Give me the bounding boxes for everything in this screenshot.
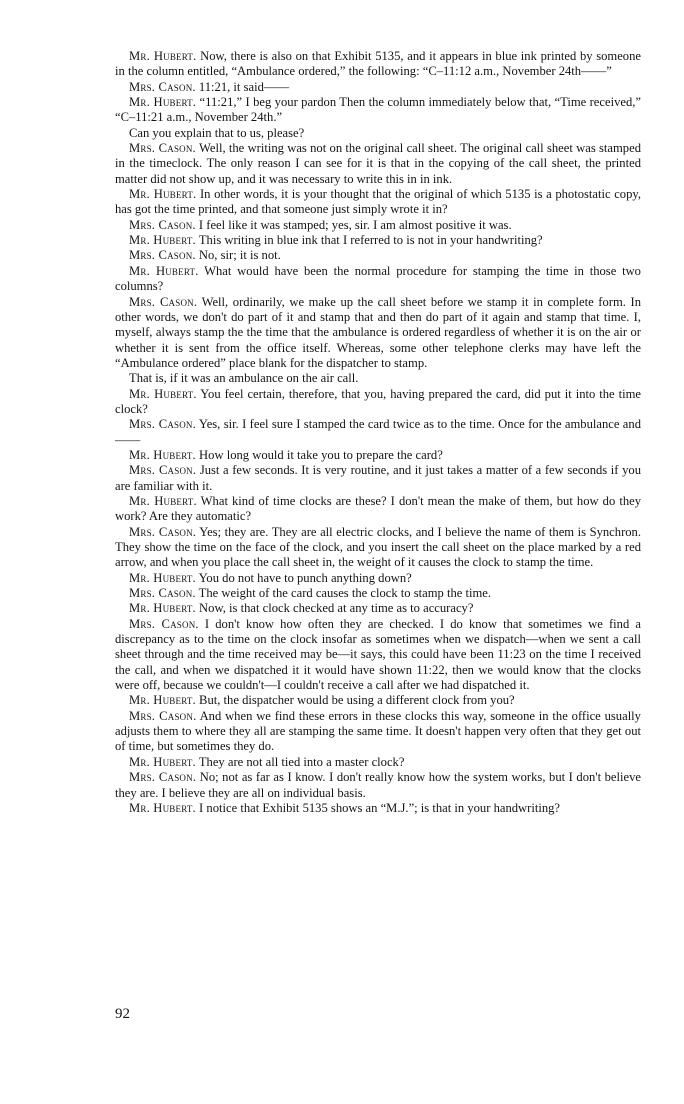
transcript-paragraph xyxy=(115,387,641,418)
paragraph-text: Well, the writing was not on the original call sheet. The original call sheet was stamped in the timeclock. The only reason I can see for it is that in the copying of the call sheet, the printed matter did not show up, and it was necessary to write this in in ink. xyxy=(115,141,641,186)
transcript-paragraph xyxy=(115,801,641,816)
transcript-paragraph xyxy=(115,693,641,708)
transcript-paragraph xyxy=(115,601,641,616)
speaker-name: Mr. Hubert. xyxy=(129,233,196,248)
transcript-paragraph xyxy=(115,463,641,494)
transcript-paragraph xyxy=(115,95,641,126)
paragraph-text: But, the dispatcher would be using a different clock from you? xyxy=(195,693,515,708)
transcript-page xyxy=(115,49,641,816)
speaker-name: Mrs. Cason. xyxy=(129,417,196,432)
speaker-name: Mr. Hubert. xyxy=(129,493,197,508)
transcript-paragraph xyxy=(115,755,641,770)
paragraph-text: Can you explain that to us, please? xyxy=(129,125,305,140)
speaker-name: Mr. Hubert. xyxy=(129,263,199,278)
speaker-name: Mrs. Cason. xyxy=(129,79,196,94)
speaker-name: Mrs. Cason. xyxy=(129,141,196,156)
transcript-paragraph xyxy=(115,448,641,463)
paragraph-text: What would have been the normal procedure for stamping the time in those two columns? xyxy=(115,263,641,294)
paragraph-text: Well, ordinarily, we make up the call sheet before we stamp it in complete form. In other words, we don't do part of it and stamp that and then do part of it again and stamp that time. I, myself, always stamp the the time that the ambulance is ordered regardless of whether it is on the air or whether it is sent from the office itself. Whereas, some other telephone clerks may have left the “Ambulance ordered” place blank for the dispatcher to stamp. xyxy=(115,294,641,370)
transcript-paragraph xyxy=(115,571,641,586)
speaker-name: Mrs. Cason. xyxy=(129,294,198,309)
speaker-name: Mrs. Cason. xyxy=(129,616,199,631)
paragraph-text: Now, there is also on that Exhibit 5135, and it appears in blue ink printed by someone in the column entitled, “Ambulance ordered,” the following: “C–11:12 a.m., November 24th——” xyxy=(115,49,641,79)
transcript-paragraph xyxy=(115,264,641,295)
speaker-name: Mrs. Cason. xyxy=(129,217,196,232)
transcript-paragraph xyxy=(115,141,641,187)
speaker-name: Mr. Hubert. xyxy=(129,601,196,616)
paragraph-text: They are not all tied into a master clock? xyxy=(195,754,405,769)
speaker-name: Mr. Hubert. xyxy=(129,570,196,585)
paragraph-text: And when we find these errors in these clocks this way, someone in the office usually adjusts them to where they all are stamping the same time. It doesn't happen very often that they get out of time, but sometimes they do. xyxy=(115,708,641,754)
transcript-paragraph xyxy=(115,617,641,694)
speaker-name: Mr. Hubert. xyxy=(129,754,196,769)
paragraph-text: “11:21,” I beg your pardon Then the column immediately below that, “Time received,” “C–11:21 a.m., November 24th.” xyxy=(115,95,641,125)
paragraph-text: Now, is that clock checked at any time as to accuracy? xyxy=(195,601,474,616)
transcript-paragraph xyxy=(115,770,641,801)
paragraph-text: Yes, sir. I feel sure I stamped the card twice as to the time. Once for the ambulance and—— xyxy=(115,417,641,447)
speaker-name: Mrs. Cason. xyxy=(129,524,197,539)
paragraph-text: That is, if it was an ambulance on the air call. xyxy=(129,371,359,386)
paragraph-text: This writing in blue ink that I referred to is not in your handwriting? xyxy=(195,233,543,248)
paragraph-text: Yes; they are. They are all electric clocks, and I believe the name of them is Synchron. They show the time on the face of the clock, and you insert the call sheet on the place marked by a red arrow, and when you place the call sheet in, the weight of it causes the clock to stamp the time. xyxy=(115,524,642,570)
transcript-paragraph xyxy=(115,295,641,372)
speaker-name: Mr. Hubert. xyxy=(129,95,197,110)
speaker-name: Mr. Hubert. xyxy=(129,800,196,815)
paragraph-text: Just a few seconds. It is very routine, and it just takes a matter of a few seconds if you are familiar with it. xyxy=(115,463,641,493)
speaker-name: Mr. Hubert. xyxy=(129,187,197,202)
page-number: 92 xyxy=(115,1006,130,1022)
transcript-paragraph xyxy=(115,80,641,95)
speaker-name: Mr. Hubert. xyxy=(129,693,196,708)
paragraph-text: In other words, it is your thought that the original of which 5135 is a photostatic copy, has got the time printed, and that someone just simply wrote it in? xyxy=(115,187,642,217)
paragraph-text: No, sir; it is not. xyxy=(195,248,281,263)
transcript-paragraph xyxy=(115,233,641,248)
paragraph-text: You do not have to punch anything down? xyxy=(195,570,412,585)
paragraph-text: The weight of the card causes the clock to stamp the time. xyxy=(195,586,492,601)
paragraph-text: 11:21, it said—— xyxy=(195,79,290,94)
transcript-paragraph xyxy=(115,525,641,571)
transcript-paragraph xyxy=(115,126,641,141)
paragraph-text: You feel certain, therefore, that you, having prepared the card, did put it into the time clock? xyxy=(115,386,641,416)
transcript-paragraph xyxy=(115,709,641,755)
paragraph-text: I don't know how often they are checked. I do know that sometimes we find a discrepancy as to the time on the clock insofar as sometimes when we dispatch—when we sent a call sheet through and the time received may be—it says, this could have been 11:23 on the time I received the call, and when we dispatched it it would have shown 11:22, then we would know that the clocks were off, because we couldn't—I couldn't receive a call after we had dispatched it. xyxy=(115,616,641,693)
speaker-name: Mrs. Cason. xyxy=(129,463,197,478)
speaker-name: Mr. Hubert. xyxy=(129,447,196,462)
transcript-paragraph xyxy=(115,371,641,386)
transcript-paragraph xyxy=(115,248,641,263)
paragraph-text: I notice that Exhibit 5135 shows an “M.J.”; is that in your handwriting? xyxy=(195,800,561,815)
speaker-name: Mrs. Cason. xyxy=(129,248,196,263)
speaker-name: Mrs. Cason. xyxy=(129,770,197,785)
paragraph-text: No; not as far as I know. I don't really know how the system works, but I don't believe they are. I believe they are all on individual basis. xyxy=(115,770,641,800)
paragraph-text: How long would it take you to prepare the card? xyxy=(195,447,443,462)
paragraph-text: What kind of time clocks are these? I don't mean the make of them, but how do they work? Are they automatic? xyxy=(115,493,642,524)
transcript-paragraph xyxy=(115,417,641,448)
speaker-name: Mrs. Cason. xyxy=(129,586,196,601)
paragraph-text: I feel like it was stamped; yes, sir. I am almost positive it was. xyxy=(195,217,512,232)
transcript-paragraph xyxy=(115,586,641,601)
speaker-name: Mr. Hubert. xyxy=(129,49,197,63)
transcript-paragraph xyxy=(115,187,641,218)
transcript-paragraph xyxy=(115,49,641,80)
transcript-paragraph xyxy=(115,218,641,233)
transcript-paragraph xyxy=(115,494,641,525)
speaker-name: Mr. Hubert. xyxy=(129,386,197,401)
speaker-name: Mrs. Cason. xyxy=(129,708,197,723)
